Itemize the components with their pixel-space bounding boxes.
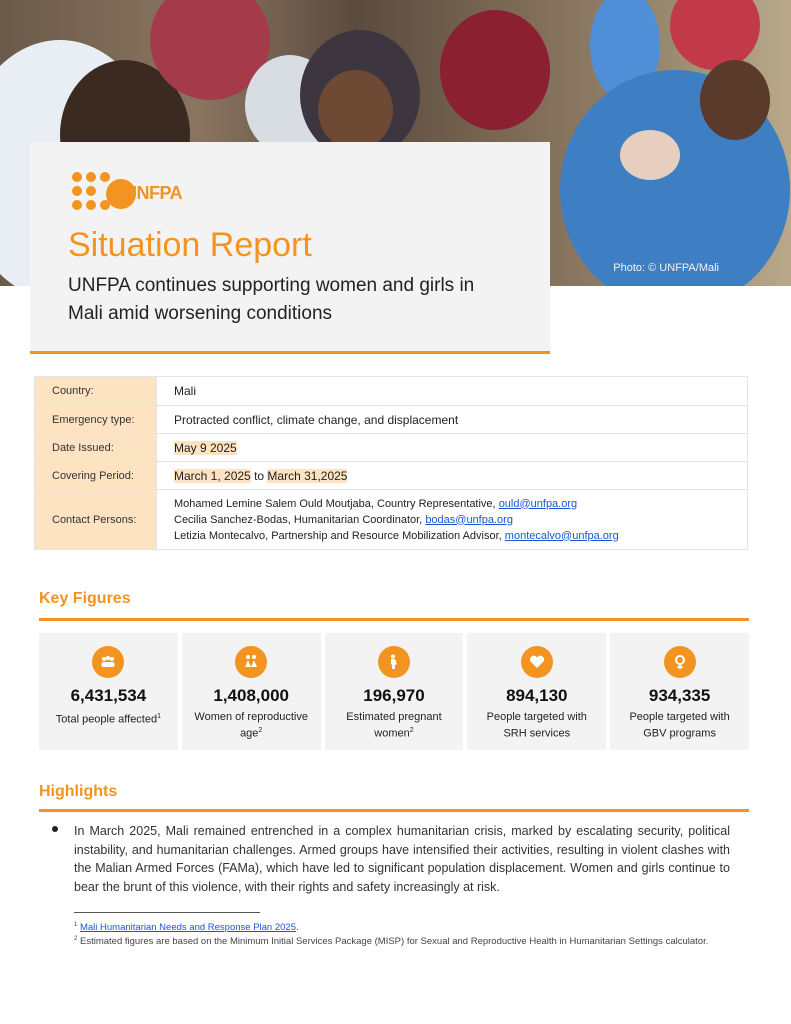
table-row xyxy=(35,377,748,406)
contact-email-link[interactable]: montecalvo@unfpa.org xyxy=(504,529,619,542)
report-title: Situation Report xyxy=(68,226,312,264)
key-figure-card xyxy=(182,633,321,750)
unfpa-logo xyxy=(72,172,202,218)
date-label: Date Issued: xyxy=(35,434,157,462)
period-to: to xyxy=(254,468,265,483)
figure-value: 1,408,000 xyxy=(213,686,290,705)
key-figures-title: Key Figures xyxy=(39,590,131,607)
key-figures-divider xyxy=(39,618,749,621)
emergency-value: Protracted conflict, climate change, and displacement xyxy=(157,406,748,434)
footnote-link[interactable]: Mali Humanitarian Needs and Response Plan 2025 xyxy=(79,922,296,934)
period-start: March 1, 2025 xyxy=(174,468,251,483)
highlights-title: Highlights xyxy=(39,783,118,800)
contact-text: Cecilia Sanchez-Bodas, Humanitarian Coordinator, xyxy=(174,513,423,526)
bullet-icon xyxy=(52,826,58,832)
table-row xyxy=(35,406,748,434)
key-figure-card xyxy=(610,633,749,750)
contact-row xyxy=(174,512,747,528)
emergency-label: Emergency type: xyxy=(35,406,157,434)
key-figures-list xyxy=(39,633,749,750)
contacts-label: Contact Persons: xyxy=(35,490,157,550)
country-label: Country: xyxy=(35,377,157,406)
contact-text: Mohamed Lemine Salem Ould Moutjaba, Country Representative, xyxy=(174,497,496,510)
table-row xyxy=(35,462,748,490)
period-cell xyxy=(157,462,748,490)
figure-value: 6,431,534 xyxy=(70,686,147,705)
pregnant-woman-icon xyxy=(378,646,410,678)
contact-email-link[interactable]: bodas@unfpa.org xyxy=(425,513,513,526)
footnote-divider xyxy=(74,912,260,913)
report-subtitle: UNFPA continues supporting women and girls in Mali amid worsening conditions xyxy=(68,275,475,324)
country-value: Mali xyxy=(157,377,748,406)
highlights-divider xyxy=(39,809,749,812)
table-row xyxy=(35,490,748,550)
logo-text: UNFPA xyxy=(124,183,183,203)
figure-label: People targeted with GBV programs xyxy=(629,711,730,740)
date-cell xyxy=(157,434,748,462)
contact-email-link[interactable]: ould@unfpa.org xyxy=(498,497,578,510)
key-figure-card xyxy=(39,633,178,750)
figure-value: 894,130 xyxy=(506,686,568,705)
figure-value: 934,335 xyxy=(648,686,711,705)
footnote-1: $^1$ Mali Humanitarian Needs and Response Plan 2025. xyxy=(74,922,299,934)
highlight-item: In March 2025, Mali remained entrenched in a complex humanitarian crisis, marked by escalating security, political instability, and humanitarian challenges. Armed groups have intensified their activities, resulting in violent clashes with the Malian Armed Forces (FAMa), which have led to significant population displacement. Women and girls continue to bear the brunt of this violence, with their rights and safety increasingly at risk. xyxy=(74,824,730,894)
figure-label: Total people affected$^1$ xyxy=(55,713,162,726)
figure-label: Women of reproductive age$^2$ xyxy=(194,711,308,740)
contacts-cell xyxy=(157,490,748,550)
contact-row xyxy=(174,528,747,544)
contact-text: Letizia Montecalvo, Partnership and Resource Mobilization Advisor, xyxy=(174,529,502,542)
table-row xyxy=(35,434,748,462)
people-group-icon xyxy=(92,646,124,678)
contact-row xyxy=(174,496,747,512)
footnote-2: $^2$ Estimated figures are based on the Minimum Initial Services Package (MISP) for Sexual and Reproductive Health in Humanitarian Settings calculator. xyxy=(74,936,709,948)
figure-label: People targeted with SRH services xyxy=(486,711,587,740)
heart-hand-icon xyxy=(521,646,553,678)
gender-icon xyxy=(664,646,696,678)
key-figure-card xyxy=(325,633,464,750)
key-figure-card xyxy=(467,633,606,750)
date-value: May 9 2025 xyxy=(174,440,237,455)
figure-label: Estimated pregnant women$^2$ xyxy=(346,711,442,740)
figure-value: 196,970 xyxy=(363,686,425,705)
title-card xyxy=(30,142,550,354)
photo-credit: Photo: © UNFPA/Mali xyxy=(613,262,719,274)
women-icon xyxy=(235,646,267,678)
period-label: Covering Period: xyxy=(35,462,157,490)
report-info-table xyxy=(34,376,748,550)
period-end: March 31,2025 xyxy=(267,468,348,483)
